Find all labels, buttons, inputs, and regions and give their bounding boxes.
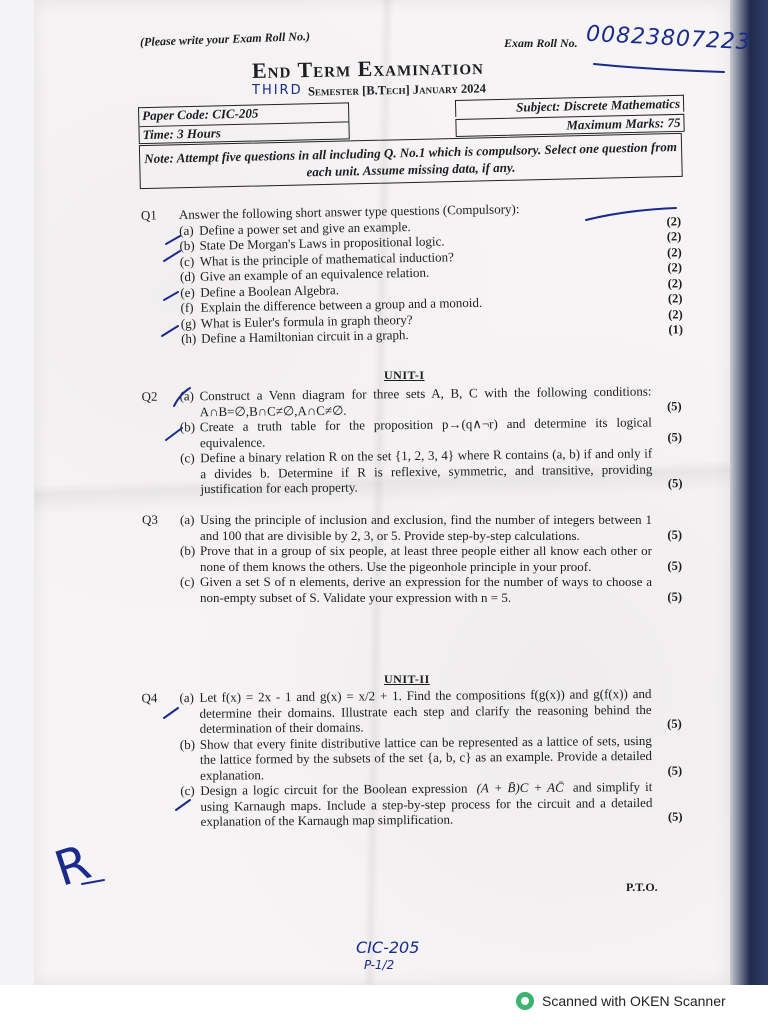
subject: Subject: Discrete Mathematics	[455, 95, 684, 117]
q1-item-label: (b)	[179, 237, 195, 254]
q4-b-marks: (5)	[667, 763, 683, 778]
q4-a-text: Let f(x) = 2x - 1 and g(x) = x/2 + 1. Find the compositions f(g(x)) and g(f(x)) and determine their domains. Illustrate each step and clarify the reasoning behind the determination of their domains.	[199, 685, 652, 736]
q3-part-c	[180, 574, 682, 605]
q4-part-c	[180, 779, 682, 830]
q2-c-marks: (5)	[667, 476, 683, 491]
q1-item-text: What is Euler's formula in graph theory?	[200, 311, 413, 331]
q1-item-text: Define a power set and give an example.	[199, 218, 411, 238]
q4-c-marks: (5)	[667, 809, 683, 824]
q4-c-text-2: and simplify it using Karnaugh maps. Include a step-by-step process for the circuit and a detailed explanation of the Karnaugh map simplification.	[200, 778, 653, 829]
q1-item-label: (g)	[180, 315, 197, 331]
q1-intro: Answer the following short answer type questions (Compulsory):	[178, 201, 520, 223]
handwritten-page: P-1/2	[364, 958, 395, 972]
question-4	[141, 686, 682, 830]
handwritten-r: R	[48, 834, 98, 898]
q2-b-text: Create a truth table for the proposition p→(q∧¬r) and determine its logical equivalence.	[199, 414, 652, 450]
q1-item-label: (c)	[179, 253, 195, 269]
scanner-badge-text: Scanned with OKEN Scanner	[542, 993, 726, 1009]
q1-item-text: State De Morgan's Laws in propositional logic.	[199, 233, 445, 253]
unit-2-heading: UNIT-II	[384, 672, 430, 686]
question-1	[141, 198, 683, 347]
q3-c-label: (c)	[180, 574, 195, 589]
time: Time: 3 Hours	[138, 121, 349, 144]
q3-a-label: (a)	[180, 512, 195, 527]
q1-item-text: Give an example of an equivalence relation.	[199, 264, 430, 284]
pto: P.T.O.	[626, 880, 658, 894]
q1-item-label: (f)	[180, 299, 194, 316]
q1-item-text: Define a Boolean Algebra.	[200, 281, 340, 300]
exam-title: End Term Examination	[251, 53, 485, 84]
q1-item-marks: (2)	[667, 291, 683, 306]
question-2	[141, 383, 682, 497]
q1-item-label: (d)	[179, 268, 196, 285]
paper-code: Paper Code: CIC-205	[138, 102, 349, 126]
background-right	[728, 0, 768, 990]
q3-b-text: Prove that in a group of six people, at least three people either all know each other or none of them knows the others. Use the pigeonhole principle in your proof.	[200, 543, 652, 574]
background-left	[0, 0, 34, 990]
q2-a-label: (a)	[179, 388, 195, 404]
q1-item-label: (e)	[180, 284, 195, 300]
roll-underline	[594, 64, 724, 72]
q2-part-c	[180, 445, 682, 497]
header-box	[138, 95, 685, 201]
q4-c-label: (c)	[180, 782, 195, 799]
oken-scanner-icon	[516, 992, 534, 1010]
q1-item-text: Define a Hamiltonian circuit in a graph.	[200, 327, 409, 346]
max-marks: Maximum Marks: 75	[455, 114, 684, 137]
q3-c-marks: (5)	[667, 589, 682, 604]
q3-b-label: (b)	[180, 543, 196, 558]
q4-part-a	[179, 686, 681, 737]
question-3	[142, 512, 682, 605]
exam-paper	[34, 0, 752, 985]
q1-number: Q1	[140, 207, 157, 223]
unit-1-heading: UNIT-I	[384, 368, 425, 382]
q1-item-text: Explain the difference between a group and a monoid.	[200, 294, 483, 315]
q4-number: Q4	[141, 690, 158, 706]
q1-item-marks: (2)	[668, 306, 683, 322]
q4-b-label: (b)	[179, 736, 196, 752]
q3-number: Q3	[142, 512, 158, 527]
q1-item-marks: (2)	[666, 229, 682, 244]
q3-part-a	[180, 512, 682, 543]
q1-item-marks: (2)	[666, 213, 682, 229]
semester-handwritten: THIRD	[252, 83, 303, 98]
roll-value: 00823807223	[585, 21, 752, 56]
q1-items	[179, 214, 683, 347]
q3-b-marks: (5)	[667, 558, 682, 573]
q2-b-label: (b)	[179, 419, 196, 435]
q1-item-label: (a)	[179, 222, 194, 238]
q1-item-label: (h)	[180, 330, 197, 347]
q2-c-label: (c)	[180, 450, 195, 466]
scanner-badge	[516, 992, 726, 1010]
q2-a-text: Construct a Venn diagram for three sets A, B, C with the following conditions: A∩B=∅,B∩C≠∅,A∩C≠∅.	[199, 383, 652, 419]
roll-prompt: (Please write your Exam Roll No.)	[139, 29, 311, 49]
q3-part-b	[180, 543, 682, 574]
q4-part-b	[180, 732, 682, 783]
roll-label: Exam Roll No.	[504, 36, 578, 50]
note: Note: Attempt five questions in all including Q. No.1 which is compulsory. Select one question from each unit. Assume missing data, if any.	[139, 133, 683, 189]
q4-c-text-1: Design a logic circuit for the Boolean expression	[200, 780, 468, 798]
boolean-expression: (A + B̄)C + AC̄	[476, 779, 564, 796]
handwritten-code: CIC-205	[356, 938, 420, 957]
q1-item-text: What is the principle of mathematical induction?	[199, 248, 454, 269]
q4-a-marks: (5)	[667, 716, 682, 731]
q2-c-text: Define a binary relation R on the set {1, 2, 3, 4} where R contains (a, b) if and only if a divides b. Determine if R is reflexive, symmetric, and transitive, providing justification for each property.	[200, 445, 653, 497]
q2-number: Q2	[141, 388, 158, 404]
q1-item-marks: (1)	[668, 322, 684, 337]
q1-item-marks: (2)	[666, 244, 682, 260]
q4-a-label: (a)	[179, 689, 194, 706]
semester-line: Semester [B.Tech] January 2024	[307, 81, 487, 99]
q2-b-marks: (5)	[667, 429, 683, 444]
q1-item-marks: (2)	[667, 275, 683, 291]
q3-c-text: Given a set S of n elements, derive an expression for the number of ways to choose a non-empty subset of S. Validate your expression with n = 5.	[200, 574, 652, 605]
q3-a-marks: (5)	[667, 527, 682, 542]
q4-b-text: Show that every finite distributive lattice can be represented as a lattice of sets, using the lattice formed by the subsets of the set {a, b, c} as an example. Provide a detailed explanation.	[199, 732, 653, 783]
q2-a-marks: (5)	[667, 398, 682, 413]
q3-a-text: Using the principle of inclusion and exclusion, find the number of integers between 1 and 100 that are divisible by 2, 3, or 5. Provide step-by-step calculations.	[200, 512, 652, 543]
q1-item-marks: (2)	[667, 260, 683, 275]
